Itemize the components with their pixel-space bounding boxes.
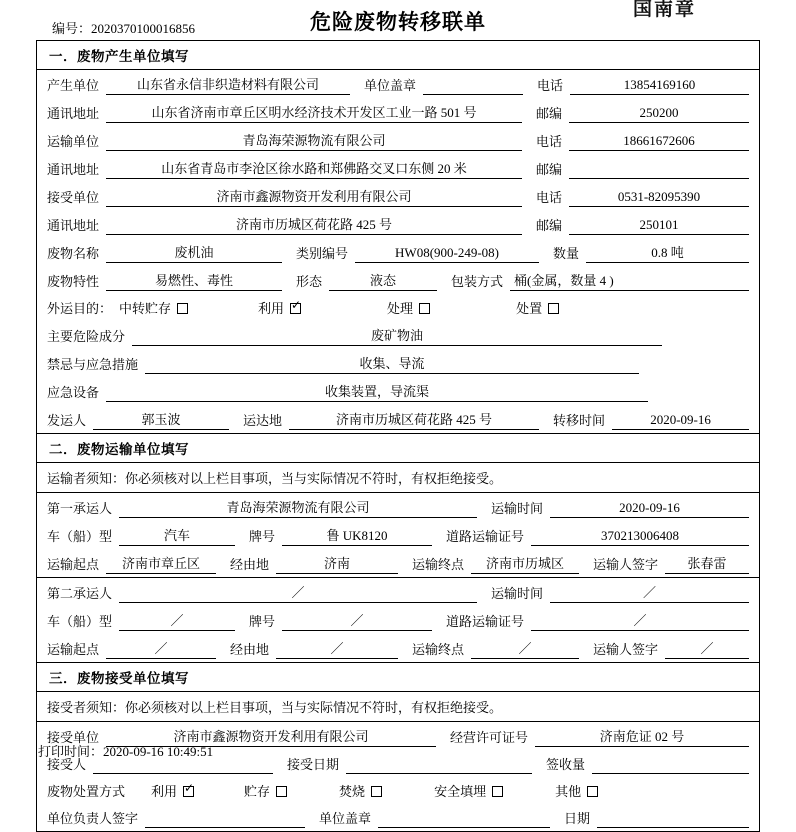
- section2-notice-band: [37, 463, 759, 493]
- producer-postcode-label: 邮编: [536, 106, 563, 121]
- permit-value[interactable]: 济南危证 02 号: [535, 726, 749, 747]
- dispose-checkbox-4[interactable]: [587, 786, 598, 797]
- accept-stamp-label: 单位盖章: [319, 811, 372, 826]
- carrier1-origin-value[interactable]: 济南市章丘区: [106, 553, 216, 574]
- carrier1-route-row: [37, 549, 759, 577]
- section3-notice: 接受者须知：你必须核对以上栏目事项，当与实际情况不符时，有权拒绝接受。: [47, 700, 503, 715]
- waste-form-label: 形态: [296, 274, 323, 289]
- sender-row: [37, 405, 759, 433]
- carrier2-time-value[interactable]: ／: [550, 582, 749, 603]
- dispose-option-1-label: 贮存: [244, 784, 271, 799]
- carrier1-origin-label: 运输起点: [47, 557, 100, 572]
- producer-phone-label: 电话: [537, 78, 564, 93]
- receiver-phone-label: 电话: [536, 190, 563, 205]
- purpose-label: 外运目的：: [47, 301, 113, 316]
- transport-postcode-label: 邮编: [536, 162, 563, 177]
- emergency-equip-row: [37, 377, 759, 405]
- receiver-unit-label: 接受单位: [47, 190, 100, 205]
- carrier2-plate-label: 牌号: [249, 614, 276, 629]
- dispose-option-2[interactable]: [339, 781, 382, 801]
- carrier2-origin-value[interactable]: ／: [106, 638, 216, 659]
- producer-label: 产生单位: [47, 78, 100, 93]
- producer-phone-value[interactable]: 13854169160: [570, 77, 749, 95]
- carrier1-plate-label: 牌号: [249, 529, 276, 544]
- carrier1-sign-label: 运输人签字: [593, 557, 659, 572]
- section3-title: 三．废物接受单位填写: [37, 663, 759, 692]
- accept-qty-value[interactable]: [592, 757, 749, 774]
- accept-final-date-value[interactable]: [597, 811, 749, 828]
- carrier1-via-value[interactable]: 济南: [276, 553, 398, 574]
- producer-address-value[interactable]: 山东省济南市章丘区明水经济技术开发区工业一路 501 号: [106, 102, 522, 123]
- purpose-option-0[interactable]: [119, 298, 188, 318]
- section1-title: 一．废物产生单位填写: [37, 41, 759, 70]
- carrier2-license-label: 道路运输证号: [446, 614, 525, 629]
- carrier1-license-value[interactable]: 370213006408: [531, 528, 749, 546]
- carrier1-via-label: 经由地: [230, 557, 270, 572]
- producer-seal-label: 单位盖章: [364, 78, 417, 93]
- dispose-method-label: 废物处置方式: [47, 784, 126, 799]
- purpose-option-3[interactable]: [516, 298, 559, 318]
- waste-name-row: [37, 238, 759, 266]
- dispose-option-4[interactable]: [555, 781, 598, 801]
- purpose-row: [37, 294, 759, 321]
- waste-pack-label: 包装方式: [451, 274, 504, 289]
- waste-name-value[interactable]: 废机油: [106, 242, 282, 263]
- carrier1-name-row: [37, 493, 759, 521]
- section2-notice: 运输者须知：你必须核对以上栏目事项，当与实际情况不符时，有权拒绝接受。: [47, 471, 503, 486]
- purpose-option-2[interactable]: [387, 298, 430, 318]
- waste-form-value[interactable]: 液态: [329, 270, 437, 291]
- receiver-address-row: [37, 210, 759, 238]
- accept-sign-value[interactable]: [145, 811, 305, 828]
- destination-value[interactable]: 济南市历城区荷花路 425 号: [289, 409, 539, 430]
- accept-final-date-label: 日期: [564, 811, 591, 826]
- purpose-option-1[interactable]: [258, 298, 301, 318]
- carrier2-vehicle-value[interactable]: ／: [119, 610, 235, 631]
- accept-sign-row: [37, 804, 759, 831]
- section3-body: [37, 722, 759, 831]
- transport-address-value[interactable]: 山东省青岛市李沧区徐水路和郑佛路交叉口东侧 20 米: [106, 158, 522, 179]
- dispose-option-3-label: 安全填埋: [434, 784, 487, 799]
- carrier1-sign-value[interactable]: 张春雷: [665, 553, 749, 574]
- dispose-option-0[interactable]: [151, 781, 194, 801]
- receiver-postcode-value[interactable]: 250101: [569, 217, 749, 235]
- emergency-equip-value[interactable]: 收集装置，导流渠: [106, 381, 648, 402]
- page-title: 危险废物转移联单: [310, 11, 486, 34]
- transport-unit-label: 运输单位: [47, 134, 100, 149]
- permit-label: 经营许可证号: [450, 730, 529, 745]
- form-code-label: 编号：: [52, 21, 92, 36]
- dispose-checkbox-2[interactable]: [371, 786, 382, 797]
- carrier2-end-label: 运输终点: [412, 642, 465, 657]
- transport-unit-row: [37, 126, 759, 154]
- transport-address-label: 通讯地址: [47, 162, 100, 177]
- carrier2-name-label: 第二承运人: [47, 586, 113, 601]
- waste-property-label: 废物特性: [47, 274, 100, 289]
- receiver-unit-value[interactable]: 济南市鑫源物资开发利用有限公司: [106, 186, 522, 207]
- carrier2-via-label: 经由地: [230, 642, 270, 657]
- accept-unit-label: 接受单位: [47, 730, 100, 745]
- waste-pack-value[interactable]: 桶(金属，数量 4 ): [510, 270, 749, 291]
- emergency-equip-label: 应急设备: [47, 385, 100, 400]
- producer-postcode-value[interactable]: 250200: [569, 105, 749, 123]
- producer-seal-value[interactable]: [423, 78, 523, 95]
- dispose-method-row: [37, 777, 759, 804]
- producer-row: [37, 70, 759, 98]
- carrier1-name-value[interactable]: 青岛海荣源物流有限公司: [119, 497, 477, 518]
- producer-value[interactable]: 山东省永信非织造材料有限公司: [106, 74, 350, 95]
- waste-qty-value[interactable]: 0.8 吨: [586, 242, 749, 263]
- purpose-checkbox-0[interactable]: [177, 303, 188, 314]
- carrier1-end-label: 运输终点: [412, 557, 465, 572]
- waste-category-value[interactable]: HW08(900-249-08): [355, 245, 539, 263]
- accept-date-label: 接受日期: [287, 757, 340, 772]
- receiver-unit-row: [37, 182, 759, 210]
- section3-notice-band: [37, 692, 759, 722]
- forbid-measure-label: 禁忌与应急措施: [47, 357, 139, 372]
- carrier2-time-label: 运输时间: [491, 586, 544, 601]
- print-time-label: 打印时间：: [38, 744, 104, 759]
- accept-date-value[interactable]: [346, 757, 532, 774]
- dispose-option-1[interactable]: [244, 781, 287, 801]
- forbid-measure-value[interactable]: 收集、导流: [145, 353, 639, 374]
- print-time: [38, 741, 213, 760]
- waste-category-label: 类别编号: [296, 246, 349, 261]
- carrier1-vehicle-value[interactable]: 汽车: [119, 525, 235, 546]
- hazard-component-label: 主要危险成分: [47, 329, 126, 344]
- carrier2-end-value[interactable]: ／: [471, 638, 579, 659]
- transfer-date-label: 转移时间: [553, 413, 606, 428]
- carrier2-route-row: [37, 634, 759, 662]
- carrier1-name-label: 第一承运人: [47, 501, 113, 516]
- dispose-option-4-label: 其他: [555, 784, 582, 799]
- producer-address-row: [37, 98, 759, 126]
- section2-title: 二．废物运输单位填写: [37, 434, 759, 463]
- purpose-checkbox-1[interactable]: [290, 303, 301, 314]
- receiver-address-label: 通讯地址: [47, 218, 100, 233]
- section2-carrier2: [37, 578, 759, 663]
- receiver-postcode-label: 邮编: [536, 218, 563, 233]
- receiver-address-value[interactable]: 济南市历城区荷花路 425 号: [106, 214, 522, 235]
- dispose-option-0-label: 利用: [151, 784, 178, 799]
- dispose-checkbox-1[interactable]: [276, 786, 287, 797]
- carrier2-name-row: [37, 578, 759, 606]
- hazard-component-row: [37, 321, 759, 349]
- purpose-option-1-label: 利用: [258, 301, 285, 316]
- carrier1-vehicle-label: 车（船）型: [47, 529, 113, 544]
- section2-carrier1: [37, 493, 759, 578]
- carrier2-sign-value[interactable]: ／: [665, 638, 749, 659]
- carrier2-plate-value[interactable]: ／: [282, 610, 432, 631]
- print-time-value: 2020-09-16 10:49:51: [103, 744, 214, 759]
- waste-property-row: [37, 266, 759, 294]
- forbid-measure-row: [37, 349, 759, 377]
- manifest-table: [36, 40, 760, 832]
- carrier1-plate-value[interactable]: 鲁 UK8120: [282, 525, 432, 546]
- carrier1-time-value[interactable]: 2020-09-16: [550, 500, 749, 518]
- accept-unit-value[interactable]: 济南市鑫源物资开发利用有限公司: [106, 726, 436, 747]
- transport-phone-label: 电话: [536, 134, 563, 149]
- carrier2-via-value[interactable]: ／: [276, 638, 398, 659]
- carrier2-vehicle-row: [37, 606, 759, 634]
- waste-property-value[interactable]: 易燃性、毒性: [106, 270, 282, 291]
- receiver-phone-value[interactable]: 0531-82095390: [569, 189, 749, 207]
- carrier1-license-label: 道路运输证号: [446, 529, 525, 544]
- carrier1-time-label: 运输时间: [491, 501, 544, 516]
- waste-name-label: 废物名称: [47, 246, 100, 261]
- carrier2-origin-label: 运输起点: [47, 642, 100, 657]
- carrier1-vehicle-row: [37, 521, 759, 549]
- section1-body: [37, 70, 759, 434]
- purpose-checkbox-3[interactable]: [548, 303, 559, 314]
- carrier2-license-value[interactable]: ／: [531, 610, 749, 631]
- sender-label: 发运人: [47, 413, 87, 428]
- producer-address-label: 通讯地址: [47, 106, 100, 121]
- dispose-option-3[interactable]: [434, 781, 503, 801]
- dispose-checkbox-0[interactable]: [183, 786, 194, 797]
- waste-qty-label: 数量: [553, 246, 580, 261]
- transfer-date-value[interactable]: 2020-09-16: [612, 412, 749, 430]
- carrier2-sign-label: 运输人签字: [593, 642, 659, 657]
- sender-value[interactable]: 郭玉波: [93, 409, 229, 430]
- transport-phone-value[interactable]: 18661672606: [569, 133, 749, 151]
- form-code-value: 2020370100016856: [91, 21, 196, 36]
- carrier1-end-value[interactable]: 济南市历城区: [471, 553, 579, 574]
- transport-unit-value[interactable]: 青岛海荣源物流有限公司: [106, 130, 522, 151]
- accept-sign-label: 单位负责人签字: [47, 811, 139, 826]
- purpose-option-2-label: 处理: [387, 301, 414, 316]
- red-stamp-mark: 国南章: [632, 0, 696, 20]
- accept-person-label: 接受人: [47, 757, 87, 772]
- hazard-component-value[interactable]: 废矿物油: [132, 325, 662, 346]
- purpose-option-0-label: 中转贮存: [119, 301, 172, 316]
- transport-postcode-value[interactable]: [569, 162, 749, 179]
- transport-address-row: [37, 154, 759, 182]
- carrier2-name-value[interactable]: ／: [119, 582, 477, 603]
- dispose-option-2-label: 焚烧: [339, 784, 366, 799]
- destination-label: 运达地: [243, 413, 283, 428]
- carrier2-vehicle-label: 车（船）型: [47, 614, 113, 629]
- accept-qty-label: 签收量: [546, 757, 586, 772]
- purpose-checkbox-2[interactable]: [419, 303, 430, 314]
- accept-stamp-value[interactable]: [378, 811, 550, 828]
- dispose-checkbox-3[interactable]: [492, 786, 503, 797]
- purpose-option-3-label: 处置: [516, 301, 543, 316]
